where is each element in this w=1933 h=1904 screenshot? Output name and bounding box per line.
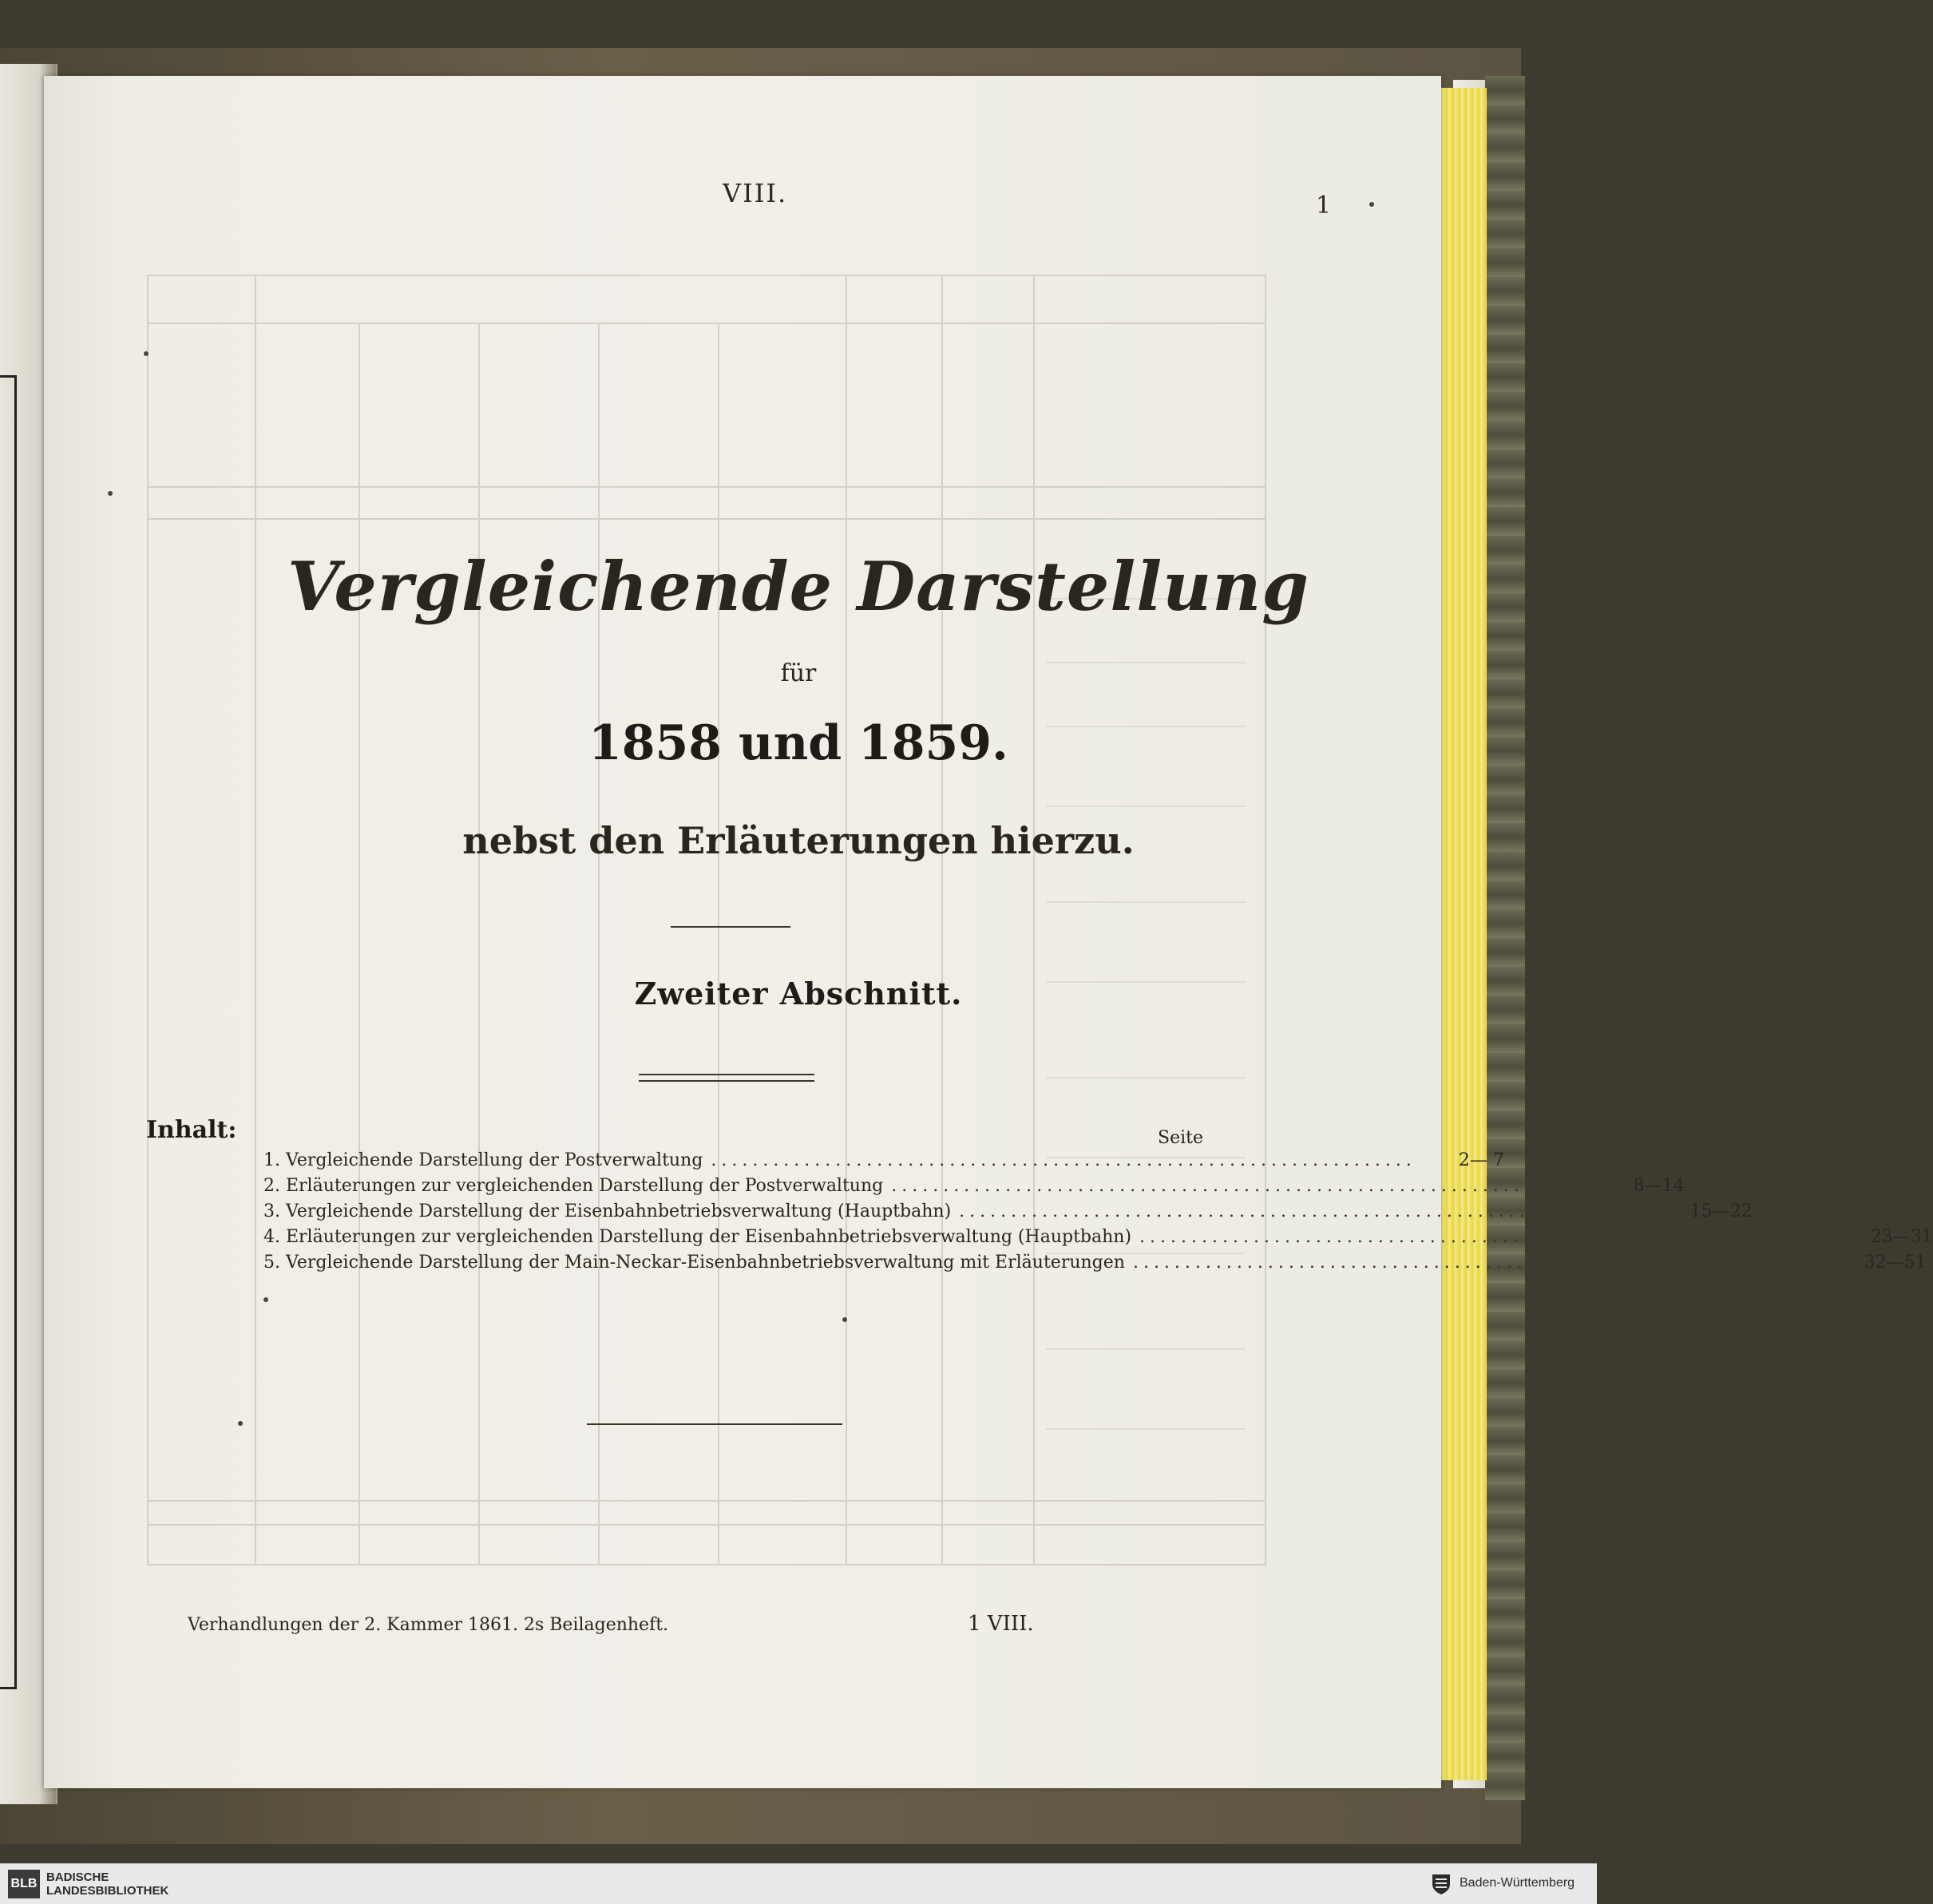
toc-entry-text: 4. Erläuterungen zur vergleichenden Darstellung der Eisenbahnbetriebsverwaltung (Hauptbahn): [263, 1227, 1132, 1247]
paper-speck: [144, 351, 149, 356]
toc-entry-text: 3. Vergleichende Darstellung der Eisenbahnbetriebsverwaltung (Hauptbahn): [263, 1201, 952, 1221]
title-years: 1858 und 1859.: [588, 715, 1008, 771]
toc-entry-text: 5. Vergleichende Darstellung der Main-Neckar-Eisenbahnbetriebsverwaltung mit Erläuterungen: [263, 1253, 1125, 1273]
blb-logo[interactable]: BLB: [8, 1870, 40, 1898]
toc-page-column-label: Seite: [1158, 1128, 1203, 1148]
toc-entry-pages: 15—22: [1689, 1201, 1753, 1221]
double-divider-rule: [639, 1074, 814, 1082]
footer-citation: Verhandlungen der 2. Kammer 1861. 2s Beilagenheft.: [188, 1615, 669, 1635]
footer-signature-mark: 1 VIII.: [968, 1612, 1034, 1636]
paper-speck: [1369, 202, 1374, 207]
toc-entry-pages: 23—31: [1870, 1227, 1933, 1247]
toc-entry-text: 2. Erläuterungen zur vergleichenden Darstellung der Postverwaltung: [263, 1176, 884, 1196]
divider-rule: [587, 1423, 842, 1425]
toc-leader-dots: ....................................................................: [1132, 1253, 1839, 1273]
table-of-contents: [263, 1150, 1933, 1278]
toc-entry: [263, 1176, 1685, 1201]
toc-entry-pages: 32—51: [1864, 1253, 1927, 1273]
toc-entry: [263, 1201, 1753, 1227]
toc-leader-dots: ....................................................................: [1139, 1227, 1845, 1247]
divider-rule: [671, 926, 790, 928]
toc-heading: Inhalt:: [146, 1116, 237, 1144]
page-number: 1: [1316, 192, 1332, 220]
toc-entry: [263, 1253, 1927, 1278]
paper-speck: [238, 1421, 243, 1426]
document-subtitle: nebst den Erläuterungen hierzu.: [462, 819, 1135, 862]
coat-of-arms-icon[interactable]: [1429, 1872, 1453, 1896]
toc-entry-pages: 8—14: [1633, 1176, 1685, 1196]
toc-entry-pages: 2— 7: [1458, 1150, 1504, 1170]
toc-entry: [263, 1227, 1933, 1253]
paper-speck: [108, 491, 113, 496]
toc-leader-dots: ....................................................................: [891, 1176, 1597, 1196]
toc-entry: [263, 1150, 1504, 1176]
library-name-line2: LANDESBIBLIOTHEK: [46, 1884, 169, 1898]
toc-leader-dots: ....................................................................: [711, 1150, 1416, 1170]
toc-entry-text: 1. Vergleichende Darstellung der Postverwaltung: [263, 1150, 703, 1170]
paper-speck: [842, 1317, 847, 1322]
section-heading: Zweiter Abschnitt.: [634, 976, 963, 1011]
library-name-line1: BADISCHE: [46, 1870, 109, 1884]
toc-leader-dots: ....................................................................: [959, 1201, 1665, 1221]
section-numeral: VIII.: [723, 178, 788, 208]
document-title: Vergleichende Darstellung: [287, 547, 1310, 626]
book-cover-edge: [1485, 76, 1525, 1800]
library-name[interactable]: [46, 1870, 168, 1898]
state-name[interactable]: Baden-Württemberg: [1460, 1876, 1575, 1890]
paper-speck: [263, 1297, 268, 1302]
title-for-word: für: [780, 659, 817, 687]
viewer-footer-bar: [0, 1863, 1597, 1904]
bleed-through-table: [96, 152, 1341, 1589]
